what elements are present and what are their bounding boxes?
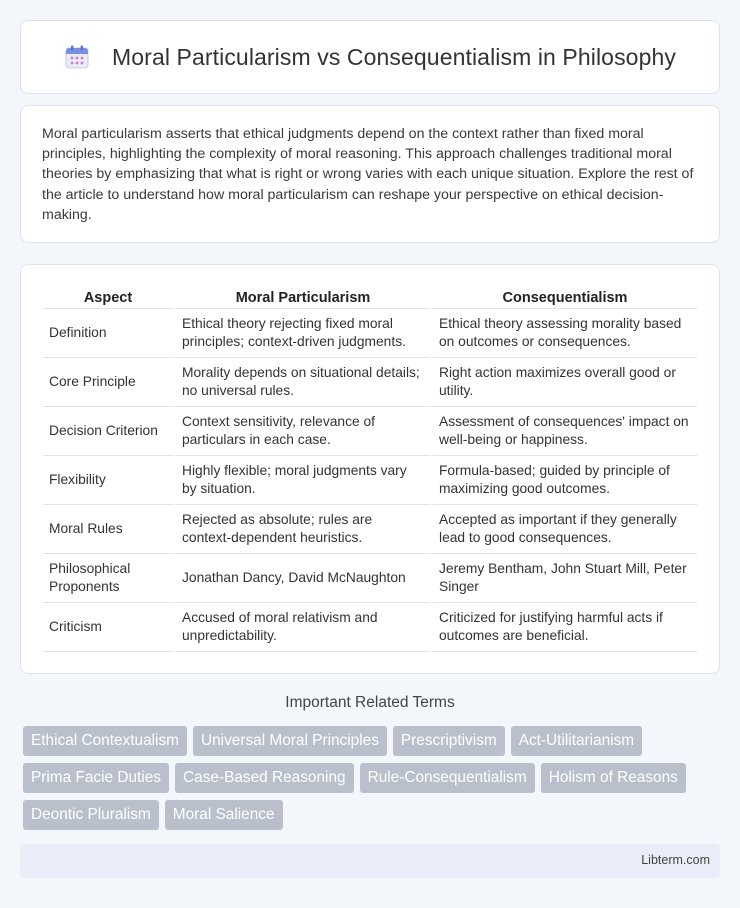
moral-particularism-cell: Rejected as absolute; rules are context-dependent heuristics.: [173, 505, 430, 554]
table-header-row: [43, 284, 697, 309]
related-term-tag[interactable]: Prima Facie Duties: [23, 763, 169, 793]
comparison-table-card: [20, 264, 720, 674]
tag-row: [23, 763, 723, 793]
table-row: [43, 309, 697, 358]
consequentialism-cell: Assessment of consequences' impact on well-being or happiness.: [430, 407, 697, 456]
table-row: [43, 505, 697, 554]
related-term-tag[interactable]: Case-Based Reasoning: [175, 763, 354, 793]
table-row: [43, 407, 697, 456]
related-term-tag[interactable]: Prescriptivism: [393, 726, 505, 756]
related-term-tag[interactable]: Universal Moral Principles: [193, 726, 387, 756]
moral-particularism-cell: Jonathan Dancy, David McNaughton: [173, 554, 430, 603]
table-row: [43, 603, 697, 652]
aspect-cell: Definition: [43, 309, 173, 358]
calendar-icon: [64, 44, 90, 70]
table-row: [43, 358, 697, 407]
consequentialism-cell: Accepted as important if they generally lead to good consequences.: [430, 505, 697, 554]
consequentialism-cell: Criticized for justifying harmful acts if outcomes are beneficial.: [430, 603, 697, 652]
column-header-moral-particularism: Moral Particularism: [173, 284, 430, 309]
related-term-tag[interactable]: Ethical Contextualism: [23, 726, 187, 756]
related-terms-tags: [23, 726, 723, 837]
related-term-tag[interactable]: Deontic Pluralism: [23, 800, 159, 830]
aspect-cell: Decision Criterion: [43, 407, 173, 456]
related-term-tag[interactable]: Rule-Consequentialism: [360, 763, 535, 793]
footer-site-link[interactable]: Libterm.com: [641, 853, 710, 867]
consequentialism-cell: Ethical theory assessing morality based on outcomes or consequences.: [430, 309, 697, 358]
intro-card: [20, 105, 720, 243]
table-row: [43, 456, 697, 505]
aspect-cell: Philosophical Proponents: [43, 554, 173, 603]
moral-particularism-cell: Highly flexible; moral judgments vary by situation.: [173, 456, 430, 505]
moral-particularism-cell: Context sensitivity, relevance of particulars in each case.: [173, 407, 430, 456]
consequentialism-cell: Right action maximizes overall good or utility.: [430, 358, 697, 407]
consequentialism-cell: Formula-based; guided by principle of maximizing good outcomes.: [430, 456, 697, 505]
related-term-tag[interactable]: Holism of Reasons: [541, 763, 686, 793]
moral-particularism-cell: Accused of moral relativism and unpredictability.: [173, 603, 430, 652]
aspect-cell: Core Principle: [43, 358, 173, 407]
moral-particularism-cell: Morality depends on situational details; no universal rules.: [173, 358, 430, 407]
related-term-tag[interactable]: Moral Salience: [165, 800, 283, 830]
aspect-cell: Moral Rules: [43, 505, 173, 554]
related-term-tag[interactable]: Act-Utilitarianism: [511, 726, 642, 756]
page-title: Moral Particularism vs Consequentialism in Philosophy: [112, 43, 676, 70]
aspect-cell: Criticism: [43, 603, 173, 652]
aspect-cell: Flexibility: [43, 456, 173, 505]
tag-row: [23, 800, 723, 830]
intro-text: Moral particularism asserts that ethical judgments depend on the context rather than fixed moral principles, highlighting the complexity of moral reasoning. This approach challenges traditional moral theories by emphasizing that what is right or wrong varies with each unique situation. Explore the rest of the article to understand how moral particularism can reshape your perspective on ethical decision-making.: [42, 126, 694, 223]
tag-row: [23, 726, 723, 756]
footer: [20, 844, 720, 878]
consequentialism-cell: Jeremy Bentham, John Stuart Mill, Peter Singer: [430, 554, 697, 603]
comparison-table: [43, 284, 697, 652]
table-row: [43, 554, 697, 603]
moral-particularism-cell: Ethical theory rejecting fixed moral principles; context-driven judgments.: [173, 309, 430, 358]
header-card: [20, 20, 720, 94]
column-header-consequentialism: Consequentialism: [430, 284, 697, 309]
column-header-aspect: Aspect: [43, 284, 173, 309]
related-terms-title: Important Related Terms: [285, 694, 455, 711]
